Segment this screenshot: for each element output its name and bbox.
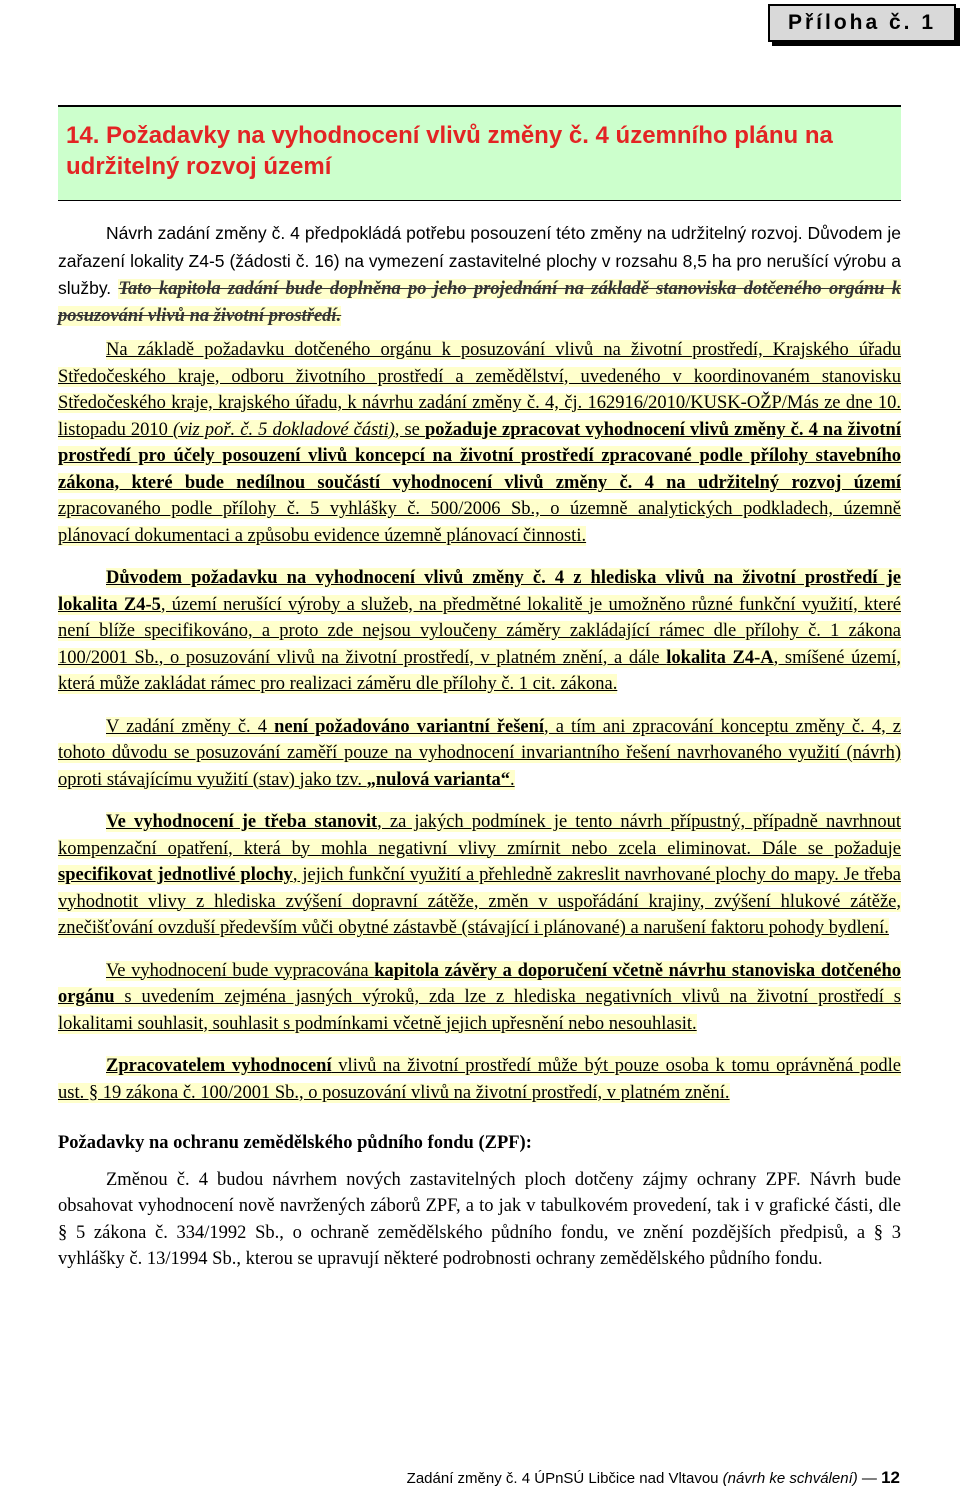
paragraph-reason: Důvodem požadavku na vyhodnocení vlivů změny č. 4 z hlediska vlivů na životní prostředí je lokalita Z4-5, území nerušící výroby a služeb, na předmětné lokalitě je umožněno různé funkční využití, které není blíže specifikováno, a proto zde nejsou vyloučeny záměry zakládající rámec dle přílohy č. 1 zákona 100/2001 Sb., o posuzování vlivů na životní prostředí, v platném znění, a dále lokalita Z4-A, smíšené území, která může zakládat rámec pro realizaci záměru dle přílohy č. 1 cit. zákona. — [58, 568, 901, 694]
paragraph-assessment: Ve vyhodnocení je třeba stanovit, za jakých podmínek je tento návrh přípustný, případně navrhnout kompenzační opatření, která by mohla negativní vlivy zmírnit nebo zcela eliminovat. Dále se požaduje specifikovat jednotlivé plochy, jejich funkční využití a přehledně zakreslit navrhované plochy do mapy. Je třeba vyhodnotit vlivy z hlediska zvýšení dopravní zátěže, změn v uspořádání krajiny, zvýšení hlukové zátěže, znečišťování ovzduší především vůči obytné zástavbě (stávající i plánované) a narušení faktoru pohody bydlení. — [58, 812, 901, 938]
struck-note: Tato kapitola zadání bude doplněna po jeho projednání na základě stanoviska dotčeného orgánu k posuzování vlivů na životní prostředí. — [58, 279, 902, 326]
paragraph-requirement: Na základě požadavku dotčeného orgánu k posuzování vlivů na životní prostředí, Krajského úřadu Středočeského kraje, odboru životního prostředí a zemědělství, uvedeného v koordinovaném stanovisku Středočeského kraje, krajského úřadu, k návrhu zadání změny č. 4, čj. 162916/2010/KUSK-OŽP/Más ze dne 10. listopadu 2010 (viz poř. č. 5 dokladové části), se požaduje zpracovat vyhodnocení vlivů změny č. 4 na životní prostředí pro účely posouzení vlivů koncepcí na životní prostředí zpracované podle přílohy stavebního zákona, které bude nedílnou součástí vyhodnocení vlivů změny č. 4 na udržitelný rozvoj území zpracovaného podle přílohy č. 5 vyhlášky č. 500/2006 Sb., o územně analytických podkladech, územně plánovací dokumentaci a způsobu evidence územně plánovací činnosti. — [58, 340, 901, 546]
page-number: 12 — [881, 1468, 900, 1487]
paragraph-conclusions: Ve vyhodnocení bude vypracována kapitola závěry a doporučení včetně návrhu stanoviska dotčeného orgánu s uvedením zejména jasných výroků, zda lze z hlediska negativních vlivů na životní prostředí s lokalitami souhlasit, souhlasit s podmínkami včetně jejich upřesnění nebo nesouhlasit. — [58, 960, 901, 1034]
zpf-heading: Požadavky na ochranu zemědělského půdního fondu (ZPF): — [58, 1133, 532, 1153]
page-footer: Zadání změny č. 4 ÚPnSÚ Libčice nad Vltavou (návrh ke schválení) — 12 — [406, 1468, 900, 1487]
document-body — [58, 220, 901, 1273]
intro-paragraph: Návrh zadání změny č. 4 předpokládá potřebu posouzení této změny na udržitelný rozvoj. Důvodem je zařazení lokality Z4-5 (žádosti č. 16) na vymezení zastavitelné plochy v rozsahu 8,5 ha pro nerušící výrobu a služby. Tato kapitola zadání bude doplněna po jeho projednání na základě stanoviska dotčeného orgánu k posuzování vlivů na životní prostředí. — [58, 223, 902, 326]
zpf-paragraph: Změnou č. 4 budou návrhem nových zastavitelných ploch dotčeny zájmy ochrany ZPF. Návrh bude obsahovat vyhodnocení nově navržených záborů ZPF, a to jak v tabulkovém provedení, tak i v grafické části, dle § 5 zákona č. 334/1992 Sb., o ochraně zemědělského půdního fondu, ve znění pozdějších předpisů, a § 3 vyhlášky č. 13/1994 Sb., kterou se upravují některé podrobnosti ochrany zemědělského půdního fondu. — [58, 1169, 901, 1269]
paragraph-variants: V zadání změny č. 4 není požadováno variantní řešení, a tím ani zpracování konceptu změny č. 4, z tohoto důvodu se posuzování zaměří pouze na vyhodnocení invariantního řešení navrhovaného využití (návrh) oproti stávajícímu využití (stav) jako tzv. „nulová varianta“. — [58, 716, 901, 790]
chapter-heading: 14. Požadavky na vyhodnocení vlivů změny č. 4 územního plánu na udržitelný rozvoj území — [58, 105, 901, 201]
paragraph-processor: Zpracovatelem vyhodnocení vlivů na životní prostředí může být pouze osoba k tomu oprávněná podle ust. § 19 zákona č. 100/2001 Sb., o posuzování vlivů na životní prostředí, v platném znění. — [58, 1056, 902, 1103]
attachment-label: Příloha č. 1 — [768, 4, 956, 42]
